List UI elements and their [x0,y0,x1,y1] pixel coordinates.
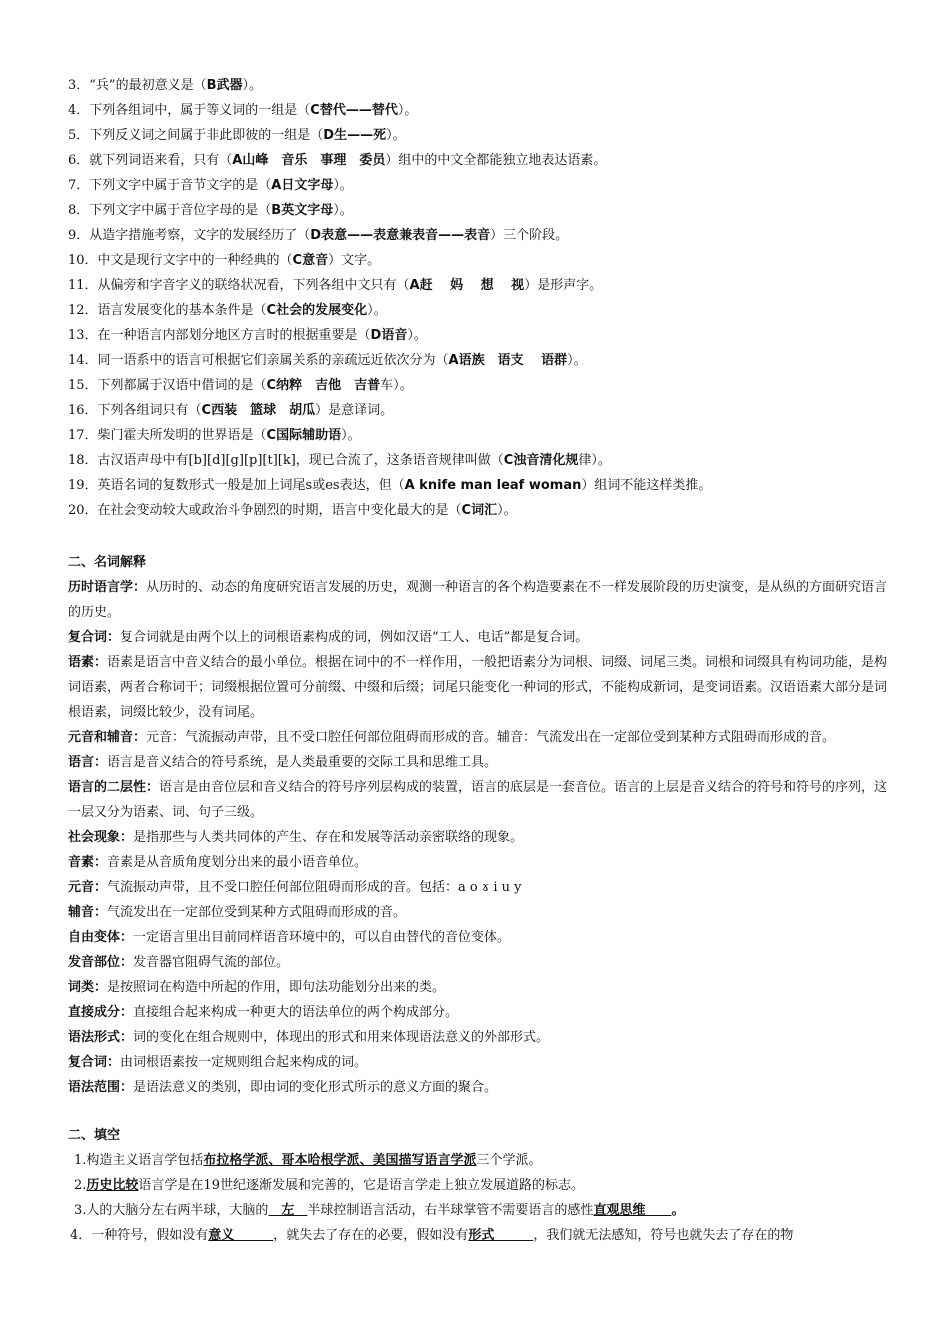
fill-answer: 美国描写语言学派 [372,1153,477,1168]
answer-text: A日文字母 [271,178,334,193]
question-text-end: ）。 [333,178,353,193]
question-text-end: ）是意译词。 [315,403,394,418]
question-row [68,448,888,473]
question-text: 14．同一语系中的语言可根据它们亲属关系的亲疏远近依次分为（ [68,353,449,368]
definition-text: 由词根语素按一定规则组合起来构成的词。 [120,1055,368,1070]
question-text: 16．下列各组词只有（ [68,403,202,418]
definition-term: 语言的二层性： [68,780,160,795]
definition-text: 一定语言里出目前同样语音环境中的，可以自由替代的音位变体。 [133,930,511,945]
definition-item [68,825,888,850]
question-text: 8．下列文字中属于音位字母的是（ [68,203,272,218]
fill-answer: 历史比较 [86,1178,139,1193]
definition-text: 是按照词在构造中所起的作用，即句法功能划分出来的类。 [107,980,446,995]
definition-text: 是指那些与人类共同体的产生、存在和发展等活动亲密联络的现象。 [133,830,524,845]
question-text: 4．下列各组词中，属于等义词的一组是（ [68,103,311,118]
question-row [68,398,888,423]
answer-text: C纳粹 吉他 吉普 [266,378,381,393]
definition-text: 气流振动声带，且不受口腔任何部位阻碍而形成的音。包括：a o ɤ i u y [107,880,522,895]
definition-item [68,725,888,750]
fill-row [68,1173,888,1198]
definition-term: 语言： [68,755,108,770]
answer-text: B武器 [206,78,243,93]
definition-text: 元音：气流振动声带，且不受口腔任何部位阻碍而形成的音。辅音：气流发出在一定部位受到某种方式阻碍而形成的音。 [146,730,836,745]
answer-text: A山峰 音乐 事理 委员 [232,153,386,168]
definition-term: 语法形式： [68,1030,134,1045]
definition-term: 复合词： [68,1055,121,1070]
question-text-end: ）。 [242,78,263,93]
question-text-end: ）组中的中文全都能独立地表达语素。 [385,153,607,168]
answer-text: C意音 [292,253,329,268]
definition-item [68,1075,888,1100]
section-title-fill-blank: 二、填空 [68,1128,121,1143]
question-row [68,173,888,198]
question-text: 12．语言发展变化的基本条件是（ [68,303,267,318]
question-text: 3．“兵”的最初意义是（ [68,78,207,93]
fill-row [68,1223,888,1248]
definition-term: 元音和辅音： [68,730,147,745]
question-text: 6．就下列词语来看，只有（ [68,153,233,168]
definition-term: 复合词： [68,630,121,645]
question-text-end: ）。 [333,203,353,218]
definition-item [68,650,888,725]
definition-text: 词的变化在组合规则中，体现出的形式和用来体现语法意义的外部形式。 [133,1030,550,1045]
fill-text: 3.人的大脑分左右两半球，大脑的 [74,1203,269,1218]
definition-text: 语言是由音位层和音义结合的符号序列层构成的装置，语言的底层是一套音位。语言的上层是音义结合的符号和符号的序列，这一层又分为语素、词、句子三级。 [68,780,888,820]
section-title-definitions: 二、名词解释 [68,555,147,570]
question-row [68,73,888,98]
question-text-end: ）是形声字。 [524,278,603,293]
definition-item [68,775,888,825]
definition-list [68,575,888,1100]
question-text-end: ）三个阶段。 [490,228,569,243]
question-row [68,148,888,173]
answer-text: D语音 [370,328,408,343]
definition-term: 直接成分： [68,1005,134,1020]
fill-text: 1.构造主义语言学包括 [74,1153,204,1168]
answer-text: D生——死 [323,128,387,143]
definition-text: 语素是语言中音义结合的最小单位。根据在词中的不一样作用，一般把语素分为词根、词缀、词尾三类。词根和词缀具有构词功能，是构词语素，两者合称词干；词缀根据位置可分前缀、中缀和后缀；词尾只能变化一种词的形式，不能构成新词，是变词语素。汉语语素大部分是词根语素，词缀比较少，没有词尾。 [68,655,888,720]
fill-answer-separator: 、 [268,1153,282,1168]
definition-item [68,1050,888,1075]
definition-text: 发音器官阻碍气流的部位。 [133,955,290,970]
fill-text: 半球控制语言活动，右半球掌管不需要语言的感性 [307,1203,594,1218]
question-row [68,223,888,248]
question-row [68,198,888,223]
answer-text: B英文字母 [271,203,334,218]
question-text-end: 律）。 [578,453,611,468]
answer-text: A语族 语支 语群 [448,353,568,368]
question-text-end: ）。 [407,328,427,343]
definition-term: 音素： [68,855,108,870]
answer-text: C社会的发展变化 [266,303,368,318]
question-text-end: ）。 [567,353,587,368]
answer-text: C西装 篮球 胡瓜 [201,403,316,418]
definition-text: 语言是音义结合的符号系统，是人类最重要的交际工具和思维工具。 [107,755,498,770]
question-row [68,273,888,298]
answer-text: D表意——表意兼表音——表音 [310,228,491,243]
question-text-end: ）组词不能这样类推。 [581,478,712,493]
definition-item [68,1025,888,1050]
definition-term: 历时语言学： [68,580,147,595]
question-text: 9．从造字措施考察，文字的发展经历了（ [68,228,311,243]
fill-row [68,1198,888,1223]
definition-term: 社会现象： [68,830,134,845]
question-row [68,123,888,148]
definition-text: 直接组合起来构成一种更大的语法单位的两个构成部分。 [133,1005,459,1020]
question-text: 11．从偏旁和字音字义的联络状况看，下列各组中文只有（ [68,278,410,293]
question-text: 10．中文是现行文字中的一种经典的（ [68,253,293,268]
question-row [68,373,888,398]
definition-item [68,625,888,650]
question-text-end: ）。 [367,303,387,318]
fill-answer: 左 [268,1203,308,1218]
question-text-end: ）。 [386,128,406,143]
definition-text: 音素是从音质角度划分出来的最小语音单位。 [107,855,368,870]
definition-text: 复合词就是由两个以上的词根语素构成的词，例如汉语“工人、电话”都是复合词。 [120,630,589,645]
definition-term: 词类： [68,980,108,995]
definition-term: 元音： [68,880,108,895]
fill-answer: 直观思维 [593,1203,672,1218]
fill-text-end: 。 [671,1203,685,1218]
fill-answer-separator: 、 [359,1153,373,1168]
fill-answer: 布拉格学派 [203,1153,269,1168]
definition-item [68,1000,888,1025]
question-text: 19．英语名词的复数形式一般是加上词尾s或es表达，但（ [68,478,405,493]
fill-answer: 意义 [208,1228,274,1243]
fill-text: 4．一种符号，假如没有 [70,1228,209,1243]
answer-text: A knife man leaf woman [404,478,582,493]
question-row [68,423,888,448]
fill-text-end: 三个学派。 [476,1153,542,1168]
definition-term: 自由变体： [68,930,134,945]
question-text: 5．下列反义词之间属于非此即彼的一组是（ [68,128,324,143]
fill-text: ，就失去了存在的必要，假如没有 [273,1228,469,1243]
definition-term: 语素： [68,655,108,670]
fill-answer: 哥本哈根学派 [281,1153,360,1168]
definition-item [68,925,888,950]
question-text: 15．下列都属于汉语中借词的是（ [68,378,267,393]
question-text: 7．下列文字中属于音节文字的是（ [68,178,272,193]
definition-text: 气流发出在一定部位受到某种方式阻碍而形成的音。 [107,905,407,920]
question-row [68,498,888,523]
question-row [68,323,888,348]
question-row [68,298,888,323]
answer-text: C替代——替代 [310,103,398,118]
answer-text: C浊音清化规 [503,453,579,468]
fill-text-end: 语言学是在19世纪逐渐发展和完善的，它是语言学走上独立发展道路的标志。 [138,1178,584,1193]
question-text: 13．在一种语言内部划分地区方言时的根据重要是（ [68,328,371,343]
definition-text: 是语法意义的类别，即由词的变化形式所示的意义方面的聚合。 [133,1080,498,1095]
fill-text: 2. [74,1178,87,1193]
definition-item [68,875,888,900]
question-text: 20．在社会变动较大或政治斗争剧烈的时期，语言中变化最大的是（ [68,503,462,518]
definition-term: 辅音： [68,905,108,920]
question-text-end: ）。 [397,103,418,118]
question-row [68,348,888,373]
definition-term: 发音部位： [68,955,134,970]
question-text: 18．古汉语声母中有[b][d][g][p][t][k]，现已合流了，这条语音规律叫做（ [68,453,504,468]
document-page [68,73,888,1248]
question-text: 17．柴门霍夫所发明的世界语是（ [68,428,267,443]
fill-answer: 形式 [468,1228,534,1243]
question-row [68,248,888,273]
question-text-end: ）。 [341,428,361,443]
fill-text-end: ，我们就无法感知，符号也就失去了存在的物 [533,1228,794,1243]
definition-term: 语法范围： [68,1080,134,1095]
answer-text: C词汇 [461,503,498,518]
question-row [68,473,888,498]
definition-item [68,850,888,875]
question-text-end: ）。 [497,503,517,518]
answer-text: C国际辅助语 [266,428,342,443]
choice-answer-list [68,73,888,523]
answer-text: A赶 妈 想 视 [409,278,525,293]
definition-item [68,975,888,1000]
question-text-end: 车）。 [380,378,413,393]
definition-item [68,900,888,925]
fill-row [68,1148,888,1173]
fill-blank-list [68,1148,888,1248]
definition-item [68,950,888,975]
definition-item [68,750,888,775]
definition-item [68,575,888,625]
question-text-end: ）文字。 [328,253,381,268]
question-row [68,98,888,123]
definition-text: 从历时的、动态的角度研究语言发展的历史，观测一种语言的各个构造要素在不一样发展阶段的历史演变，是从纵的方面研究语言的历史。 [68,580,888,620]
